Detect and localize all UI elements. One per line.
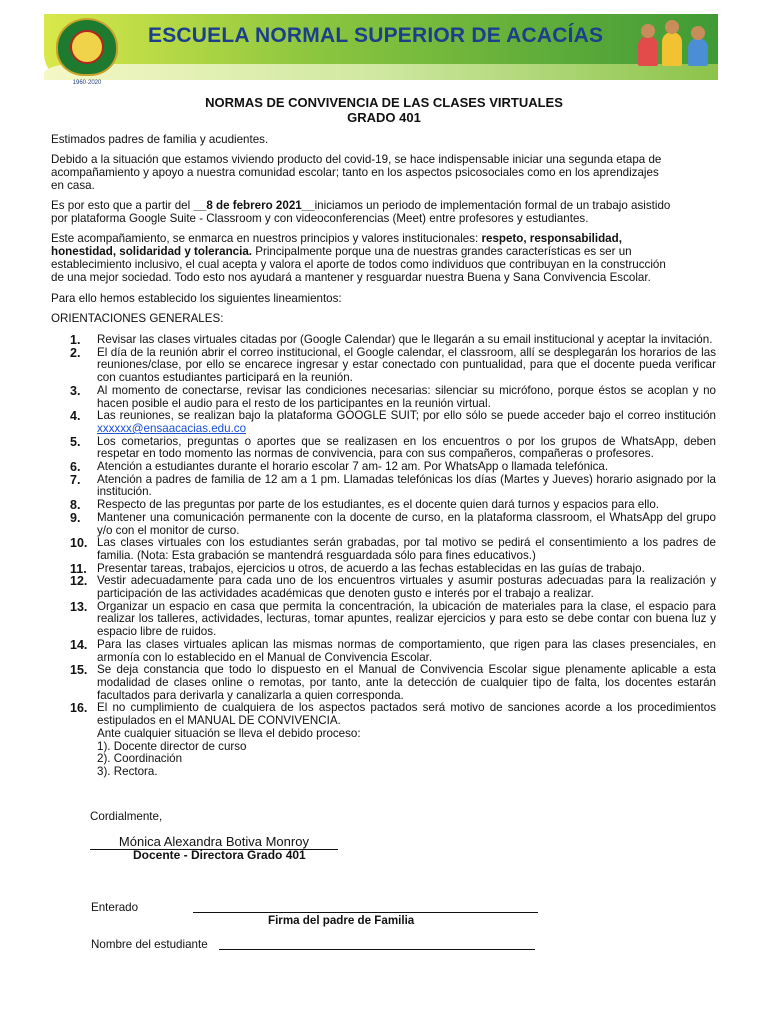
guideline-item: 11. Presentar tareas, trabajos, ejercicios u otros, de acuerdo a las fechas establecidas en las guías de trabajo. <box>70 561 645 576</box>
greeting: Estimados padres de familia y acudientes. <box>51 133 269 146</box>
guideline-item: 15. Se deja constancia que todo lo dispuesto en el Manual de Convivencia Escolar sigue plenamente aplicable a esta modalidad de clases online o remotas, por tanto, ante la detección de cualquier tipo de falta, los docentes estarán facultados para derivarla y canalizarla a quien corresponda. <box>70 663 716 702</box>
paragraph-line: por plataforma Google Suite - Classroom y con videoconferencias (Meet) entre profesores y estudiantes. <box>51 212 589 225</box>
start-date: __8 de febrero 2021__ <box>193 199 315 212</box>
guideline-item: 9. Mantener una comunicación permanente con la docente de curso, en la plataforma classroom, el WhatsApp del grupo y/o con el monitor de curso. <box>70 510 716 537</box>
parent-signature-line[interactable] <box>193 912 538 913</box>
guideline-item: 10. Las clases virtuales con los estudiantes serán grabadas, por tal motivo se pedirá el consentimiento a los padres de familia. (Nota: Esta grabación se mantendrá resguardada sólo para fines educativos.) <box>70 536 716 562</box>
paragraph-line: establecimiento inclusivo, el cual acepta y valora el aporte de todos como individuos que contribuyan en la construcción <box>51 258 666 271</box>
paragraph-line: de una mejor sociedad. Todo esto nos ayudará a mantener y resguardar nuestra Buena y Sana Convivencia Escolar. <box>51 271 651 284</box>
guideline-item: 12. Vestir adecuadamente para cada uno de los encuentros virtuales y asumir posturas adecuadas para la realización y participación de las actividades académicas que denoten gusto e interés por el trabajo a realizar. <box>70 574 716 601</box>
paragraph-line: Este acompañamiento, se enmarca en nuestros principios y valores institucionales: respeto, responsabilidad, <box>51 232 622 245</box>
guideline-item: 8. Respecto de las preguntas por parte de los estudiantes, es el docente quien dará turnos y espacios para ello. <box>70 498 660 513</box>
students-illustration-icon <box>636 18 716 66</box>
guideline-item: 3. Al momento de conectarse, revisar las condiciones necesarias: silenciar su micrófono, porque éstos se acoplan y no hacen posible el audio para el resto de los participantes en la reunión virtual. <box>70 383 716 410</box>
guideline-item: 14. Para las clases virtuales aplican las mismas normas de comportamiento, que rigen para las clases presenciales, en armonía con lo establecido en el Manual de Convivencia Escolar. <box>70 637 716 664</box>
parent-signature-label: Firma del padre de Familia <box>268 914 415 927</box>
paragraph-start-date <box>51 199 715 225</box>
enterado-label: Enterado <box>91 901 139 914</box>
farewell: Cordialmente, <box>90 810 163 823</box>
values-bold: honestidad, solidaridad y tolerancia. <box>51 245 253 258</box>
student-name-label: Nombre del estudiante <box>91 938 208 951</box>
school-crest-icon <box>56 18 118 86</box>
paragraph-line: en casa. <box>51 179 95 192</box>
student-name-line[interactable] <box>219 949 535 950</box>
process-step: 3). Rectora. <box>97 764 158 778</box>
guideline-item: 6. Atención a estudiantes durante el horario escolar 7 am- 12 am. Por WhatsApp o llamada telefónica. <box>70 460 609 475</box>
institutional-email-link[interactable]: xxxxxx@ensaacacias.edu.co <box>97 421 247 435</box>
paragraph-line: Debido a la situación que estamos viviendo producto del covid-19, se hace indispensable iniciar una segunda etapa de <box>51 153 662 166</box>
signer-name: Mónica Alexandra Botiva Monroy <box>90 834 338 850</box>
guideline-item: 1. Revisar las clases virtuales citadas por (Google Calendar) que le llegarán a su email institucional y aceptar la invitación. <box>70 333 713 347</box>
values-bold: respeto, responsabilidad, <box>481 232 622 245</box>
guideline-item: 13. Organizar un espacio en casa que permita la concentración, la ubicación de materiales para la clase, el espacio para realizar los talleres, actividades, lecturas, tomar apuntes, realizar ejercicios y para esto se debe contar con buena luz y espacio libre de ruidos. <box>70 599 716 639</box>
section-heading: ORIENTACIONES GENERALES: <box>51 312 224 325</box>
guidelines-list <box>70 334 716 779</box>
school-banner <box>44 14 718 86</box>
guideline-item: 7. Atención a padres de familia de 12 am a 1 pm. Llamadas telefónicas los días (Martes y Jueves) horario asignado por la institución. <box>70 472 716 499</box>
guideline-item: 2. El día de la reunión abrir el correo institucional, el Google calendar, el classroom, allí se desplegarán los horarios de las reuniones/clase, por ello se encarece ingresar y estar conectado con puntualidad, para que el docente pueda verificar con cuantos estudiantes participará en la reunión. <box>70 345 716 385</box>
process-step: 2). Coordinación <box>97 752 183 766</box>
paragraph-line: honestidad, solidaridad y tolerancia. Principalmente porque una de nuestras grandes características es ser un <box>51 245 632 258</box>
paragraph-line: acompañamiento y apoyo a nuestra comunidad escolar; tanto en los aspectos psicosociales como en los aprendizajes <box>51 166 659 179</box>
crest-year: 1960·2020 <box>72 80 102 86</box>
school-name: ESCUELA NORMAL SUPERIOR DE ACACÍAS <box>148 24 604 47</box>
paragraph-line: Es por esto que a partir del __8 de febrero 2021__iniciamos un periodo de implementación formal de un trabajo asistido <box>51 199 671 212</box>
document-subtitle: GRADO 401 <box>347 110 421 125</box>
paragraph-values <box>51 232 715 284</box>
guidelines-intro: Para ello hemos establecido los siguientes lineamientos: <box>51 292 342 305</box>
guideline-item: 5. Los cometarios, preguntas o aportes que se realizasen en los encuentros o por los grupos de WhatsApp, deben respetar en todo momento las normas de convivencia, para con sus compañeros, compañeras o profesores. <box>70 434 716 461</box>
paragraph-context <box>51 153 715 192</box>
guideline-item: 4. Las reuniones, se realizan bajo la plataforma GOOGLE SUIT; por ello sólo se puede acceder bajo el correo institución xxxxxx@ensaacacias.edu.co <box>70 409 716 435</box>
process-step: 1). Docente director de curso <box>97 739 247 753</box>
guideline-item: 16. El no cumplimiento de cualquiera de los aspectos pactados será motivo de sanciones acorde a los procedimientos estipulados en el MANUAL DE CONVIVENCIA. Ante cualquier situación se lleva el debido proceso: 1). Docente director de curso 2). Coordinación 3). Rectora. <box>70 701 716 778</box>
process-heading: Ante cualquier situación se lleva el debido proceso: <box>97 726 361 740</box>
document-title: NORMAS DE CONVIVENCIA DE LAS CLASES VIRTUALES <box>205 95 563 110</box>
signer-role: Docente - Directora Grado 401 <box>133 848 306 862</box>
